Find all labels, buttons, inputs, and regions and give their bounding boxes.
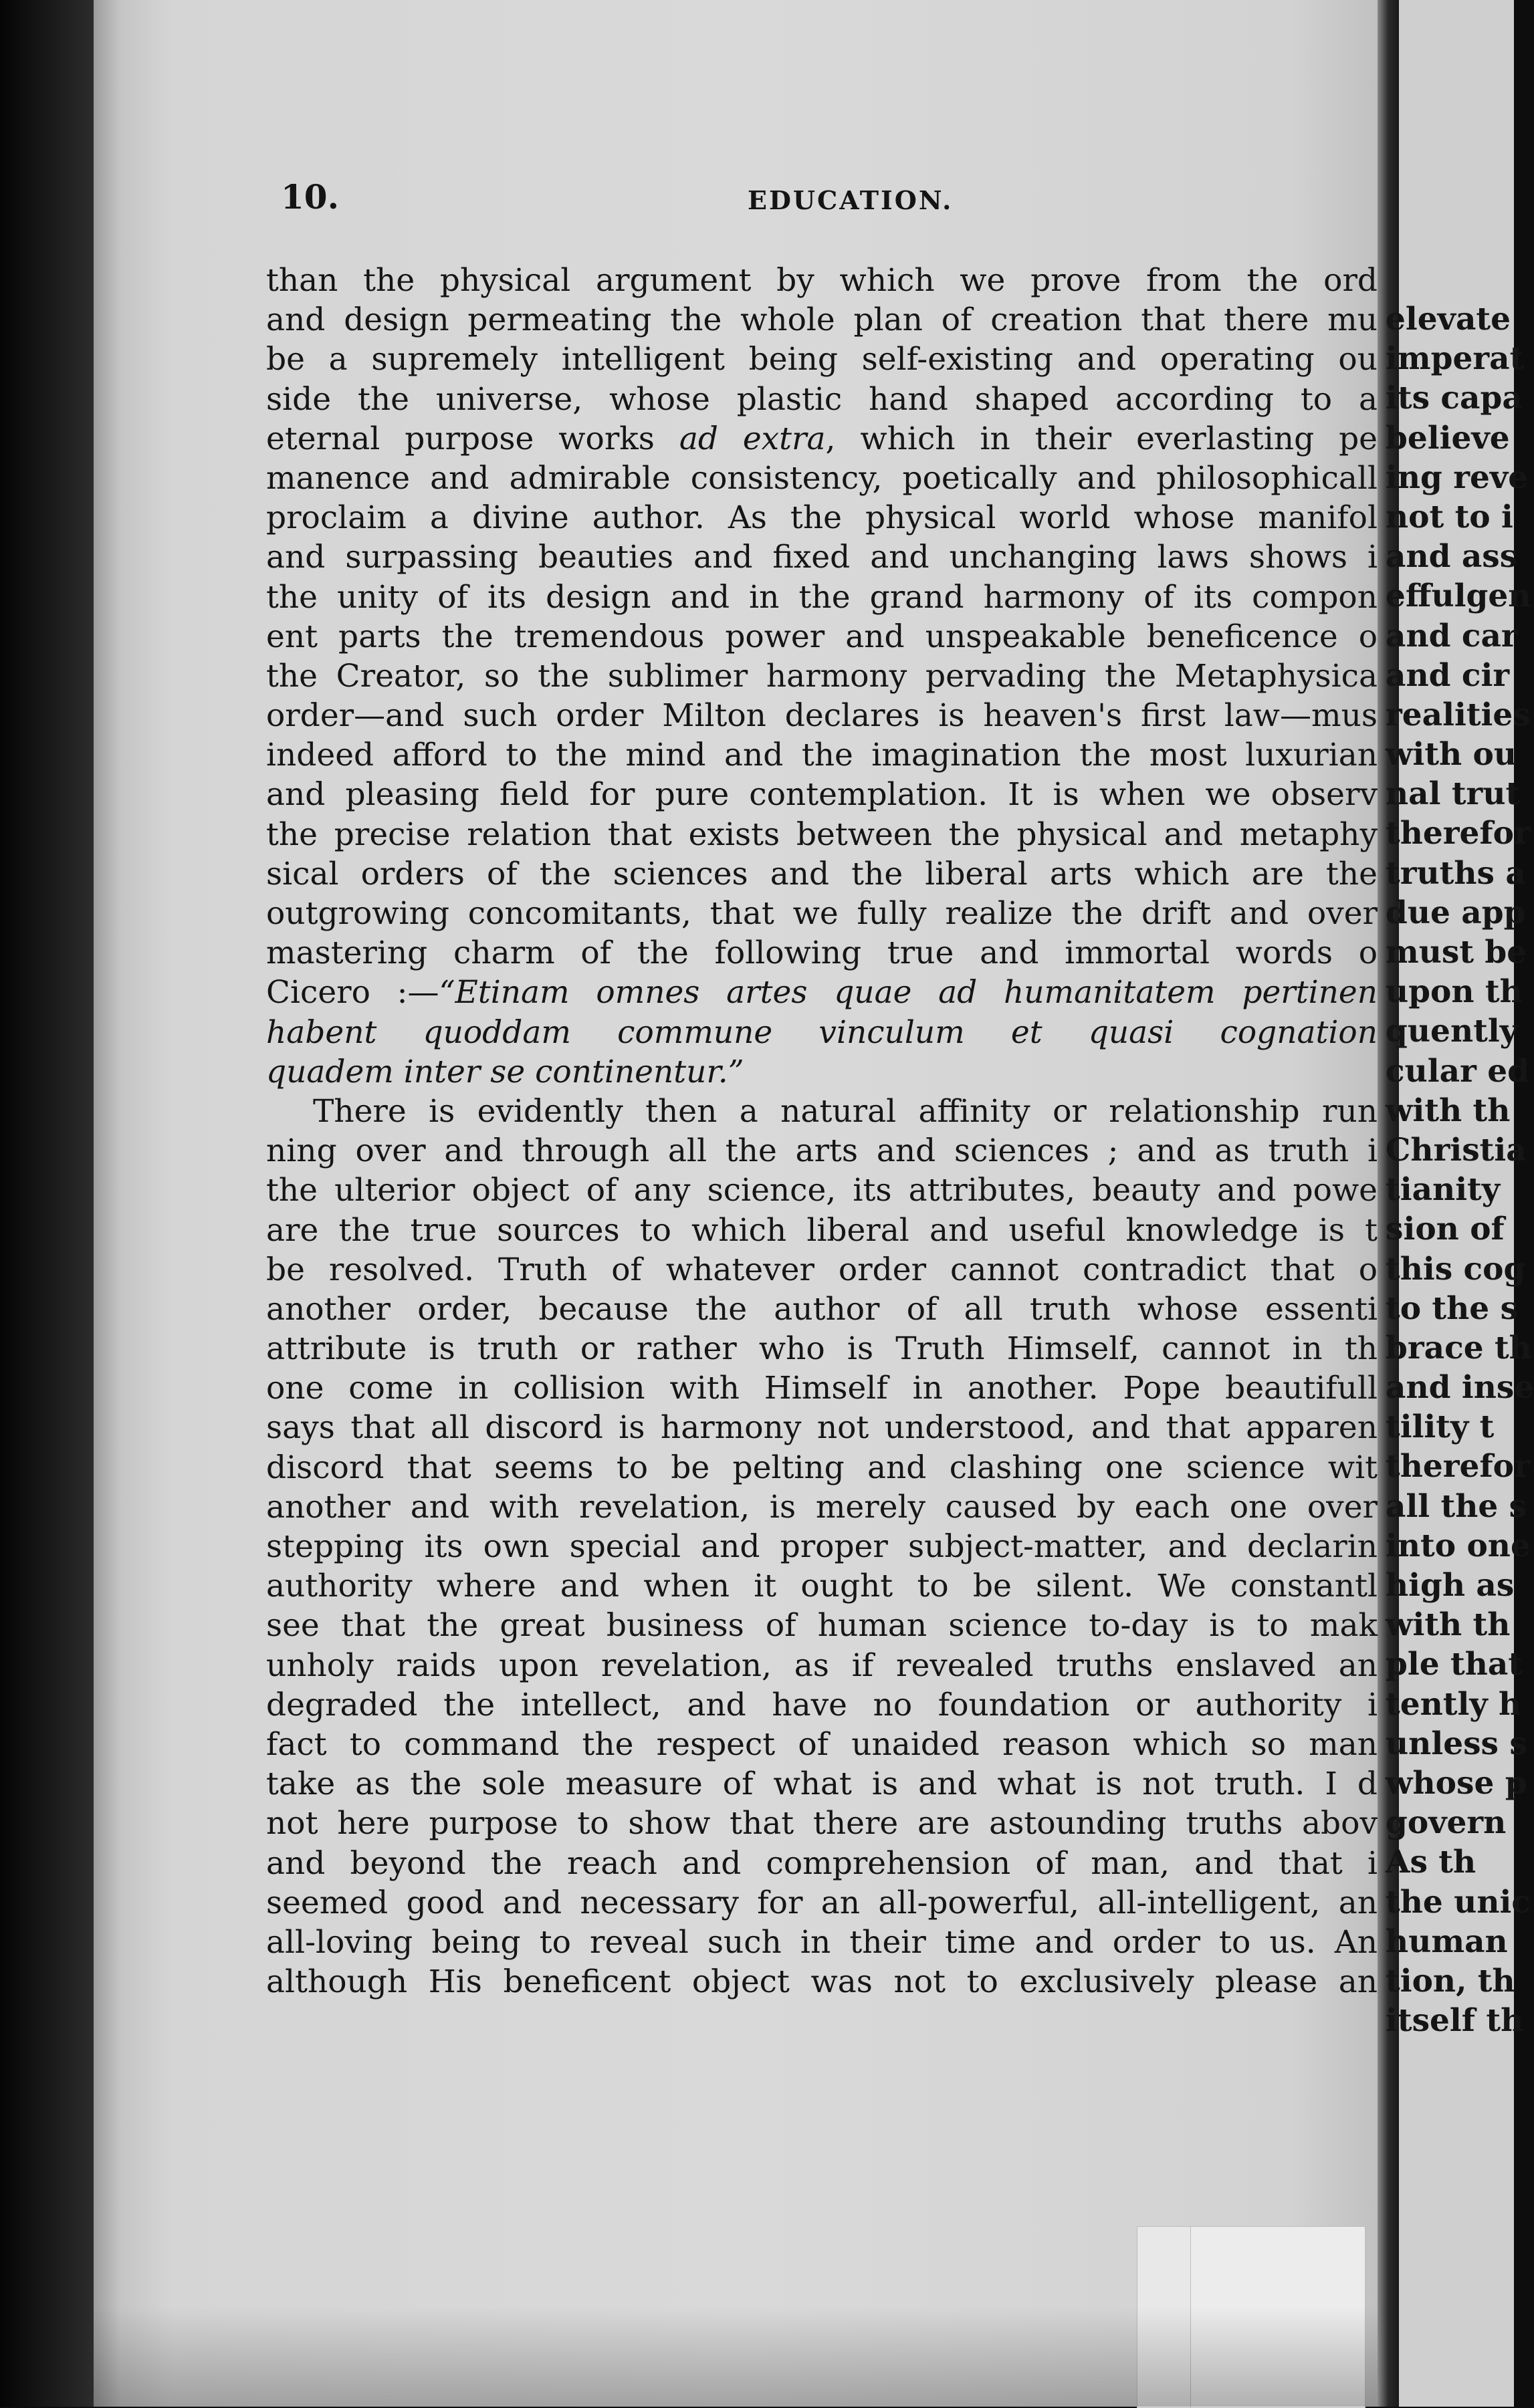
facing-page-line: govern	[1386, 1804, 1507, 1842]
text-line: than the physical argument by which we prove from the ord	[266, 262, 1378, 299]
text-line: order—and such order Milton declares is heaven's first law—mus	[266, 697, 1378, 735]
page-number: 10.	[281, 177, 339, 217]
facing-page-line: effulgen	[1386, 578, 1531, 615]
text-line: degraded the intellect, and have no foundation or authority i	[266, 1686, 1378, 1723]
facing-page-line: whose p	[1386, 1764, 1527, 1802]
italic-phrase: ad extra	[679, 420, 826, 457]
text-line	[266, 419, 1378, 459]
facing-page-line: sion of	[1386, 1211, 1505, 1248]
text-line: the Creator, so the sublimer harmony pervading the Metaphysica	[266, 657, 1378, 695]
text-line: mastering charm of the following true and immortal words o	[266, 935, 1378, 972]
facing-page-line: Christia	[1386, 1131, 1527, 1169]
facing-page-line: tently h	[1386, 1685, 1522, 1723]
facing-page-line: to the s	[1386, 1290, 1519, 1327]
text-line: another and with revelation, is merely caused by each one over	[266, 1488, 1378, 1526]
facing-page-line: due app	[1386, 894, 1526, 931]
facing-page-line: unless s	[1386, 1725, 1527, 1762]
facing-page-line: As th	[1386, 1844, 1476, 1881]
facing-page-line: ple that	[1386, 1646, 1523, 1683]
text-line: says that all discord is harmony not understood, and that apparen	[266, 1409, 1378, 1447]
book-spine-shadow	[0, 0, 94, 2407]
text-line: see that the great business of human science to-day is to mak	[266, 1607, 1378, 1645]
text-line	[266, 973, 1378, 1012]
facing-page-line: nal trut	[1386, 775, 1521, 813]
facing-page-line: itself th	[1386, 2002, 1524, 2040]
text-line: seemed good and necessary for an all-powerful, all-intelligent, an	[266, 1884, 1378, 1921]
facing-page-line: elevate	[1386, 301, 1511, 338]
text-line: be a supremely intelligent being self-existing and operating ou	[266, 341, 1378, 378]
text-segment: eternal purpose works	[266, 420, 679, 457]
text-line: one come in collision with Himself in another. Pope beautifull	[266, 1370, 1378, 1407]
text-line: and pleasing field for pure contemplation. It is when we observ	[266, 776, 1378, 814]
text-line: stepping its own special and proper subject-matter, and declarin	[266, 1528, 1378, 1565]
facing-page-line: quently	[1386, 1013, 1518, 1050]
text-line: all-loving being to reveal such in their time and order to us. An	[266, 1923, 1378, 1961]
page-bottom-shadow	[94, 2306, 1378, 2407]
text-line: authority where and when it ought to be silent. We constantl	[266, 1568, 1378, 1605]
facing-page-line: cular ed	[1386, 1052, 1529, 1090]
facing-page-line: brace th	[1386, 1329, 1532, 1366]
facing-page-line: with th	[1386, 1606, 1511, 1644]
text-line: the precise relation that exists between the physical and metaphy	[266, 816, 1378, 853]
facing-page-line: high as	[1386, 1567, 1515, 1604]
text-line: not here purpose to show that there are astounding truths abov	[266, 1805, 1378, 1842]
facing-page-line: into one	[1386, 1527, 1531, 1564]
text-line: the ulterior object of any science, its attributes, beauty and powe	[266, 1172, 1378, 1209]
text-line: although His beneficent object was not to exclusively please an	[266, 1963, 1378, 2001]
text-line: take as the sole measure of what is and what is not truth. I d	[266, 1766, 1378, 1803]
text-line: and beyond the reach and comprehension of man, and that i	[266, 1844, 1378, 1882]
text-line: are the true sources to which liberal and useful knowledge is t	[266, 1211, 1378, 1249]
text-line: There is evidently then a natural affinity or relationship run	[313, 1092, 1378, 1130]
facing-page-line: realities	[1386, 696, 1531, 733]
facing-page-line: truths a	[1386, 854, 1526, 892]
body-text	[266, 261, 1378, 2106]
facing-page-line: this cog	[1386, 1250, 1526, 1288]
page-header	[0, 177, 1378, 231]
facing-page-line: and inse	[1386, 1369, 1534, 1407]
facing-page-line: tianity	[1386, 1171, 1501, 1209]
text-segment: , which in their everlasting pe	[825, 420, 1378, 457]
quote-attribution: Cicero :—	[266, 974, 439, 1011]
facing-page-line: upon th	[1386, 973, 1523, 1011]
facing-page-line: must be	[1386, 934, 1527, 971]
text-line: and surpassing beauties and fixed and unchanging laws shows i	[266, 539, 1378, 576]
text-line: quadem inter se continentur.”	[266, 1053, 744, 1090]
facing-page-line: all the s	[1386, 1487, 1527, 1525]
facing-page-line: believe	[1386, 419, 1510, 457]
text-line: habent quoddam commune vinculum et quasi cognation	[266, 1013, 1378, 1051]
text-line: be resolved. Truth of whatever order cannot contradict that o	[266, 1251, 1378, 1288]
facing-page-text	[1386, 299, 1534, 2145]
text-line: manence and admirable consistency, poetically and philosophicall	[266, 459, 1378, 497]
text-line: another order, because the author of all truth whose essenti	[266, 1290, 1378, 1328]
latin-quotation: “Etinam omnes artes quae ad humanitatem pertinen	[439, 974, 1378, 1011]
facing-page-line: tility t	[1386, 1409, 1495, 1446]
text-line: discord that seems to be pelting and clashing one science wit	[266, 1449, 1378, 1486]
text-line: ning over and through all the arts and sciences ; and as truth i	[266, 1132, 1378, 1170]
facing-page-line: with ou	[1386, 736, 1517, 773]
facing-page-line: its capa	[1386, 380, 1523, 417]
text-line: indeed afford to the mind and the imagination the most luxurian	[266, 737, 1378, 774]
facing-page-line: and cir	[1386, 656, 1510, 694]
facing-page-line: ing reve	[1386, 459, 1529, 496]
text-line: outgrowing concomitants, that we fully realize the drift and over	[266, 895, 1378, 932]
facing-page-line: human	[1386, 1923, 1508, 1960]
facing-page-line: with th	[1386, 1092, 1511, 1129]
running-head: EDUCATION.	[748, 185, 954, 215]
text-line: ent parts the tremendous power and unspeakable beneficence o	[266, 618, 1378, 655]
facing-page-line: imperat	[1386, 340, 1525, 378]
text-line: fact to command the respect of unaided reason which so man	[266, 1725, 1378, 1763]
text-line: proclaim a divine author. As the physical world whose manifol	[266, 499, 1378, 537]
text-line: the unity of its design and in the grand harmony of its compon	[266, 578, 1378, 616]
text-line: sical orders of the sciences and the liberal arts which are the	[266, 855, 1378, 892]
text-line: unholy raids upon revelation, as if revealed truths enslaved an	[266, 1647, 1378, 1684]
facing-page-line: the unic	[1386, 1883, 1531, 1921]
facing-page-line: therefor	[1386, 815, 1531, 852]
text-line: attribute is truth or rather who is Truth Himself, cannot in th	[266, 1330, 1378, 1368]
facing-page-line: tion, th	[1386, 1962, 1515, 2000]
facing-page-line: and ass	[1386, 538, 1518, 576]
facing-page-line: therefor	[1386, 1448, 1531, 1485]
text-line: and design permeating the whole plan of creation that there mu	[266, 302, 1378, 339]
text-line: side the universe, whose plastic hand shaped according to a	[266, 380, 1378, 418]
facing-page-line: and car	[1386, 617, 1518, 654]
facing-page-line: not to i	[1386, 498, 1513, 535]
